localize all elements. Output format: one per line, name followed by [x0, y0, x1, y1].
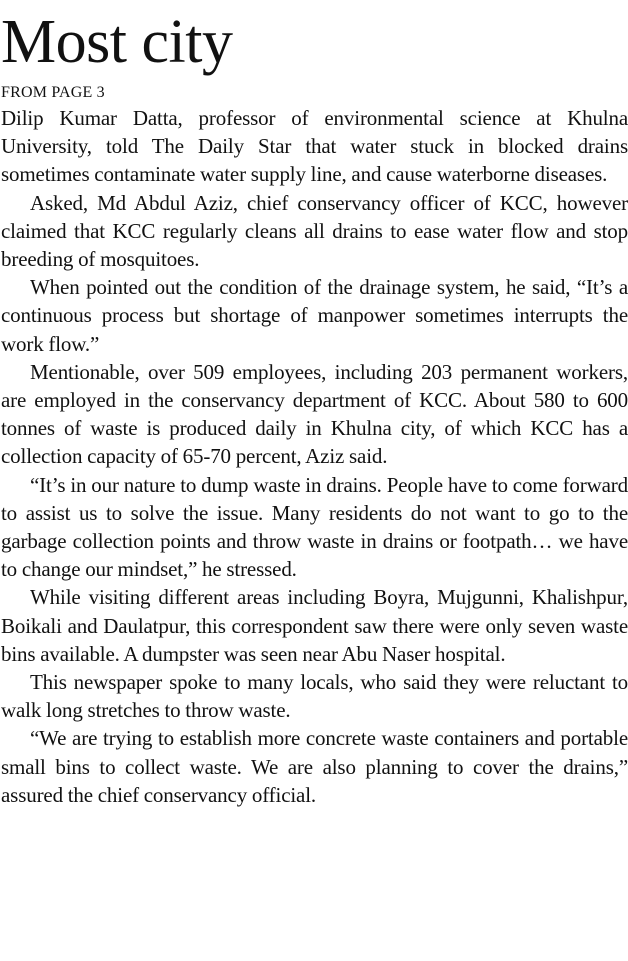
- jump-line: FROM PAGE 3: [1, 84, 105, 101]
- paragraph: “It’s in our nature to dump waste in drains. People have to come forward to assist us to solve the issue. Many residents do not want to go to the garbage collection points and throw waste in drains or footpath… we have to change our mindset,” he stressed.: [1, 472, 628, 582]
- headline: Most city: [1, 8, 233, 76]
- paragraph: Dilip Kumar Datta, professor of environmental science at Khulna University, told The Daily Star that water stuck in blocked drains sometimes contaminate water supply line, and cause waterborne diseases.: [1, 106, 628, 187]
- paragraph: When pointed out the condition of the drainage system, he said, “It’s a continuous process but shortage of manpower sometimes interrupts the work flow.”: [1, 275, 628, 356]
- paragraph: While visiting different areas including Boyra, Mujgunni, Khalishpur, Boikali and Daulatpur, this correspondent saw there were only seven waste bins available. A dumpster was seen near Abu Naser hospital.: [1, 585, 628, 666]
- paragraph: Mentionable, over 509 employees, including 203 permanent workers, are employed in the conservancy department of KCC. About 580 to 600 tonnes of waste is produced daily in Khulna city, of which KCC has a collection capacity of 65-70 percent, Aziz said.: [1, 359, 628, 469]
- paragraph: “We are trying to establish more concrete waste containers and portable small bins to collect waste. We are also planning to cover the drains,” assured the chief conservancy official.: [1, 726, 628, 807]
- paragraph: Asked, Md Abdul Aziz, chief conservancy officer of KCC, however claimed that KCC regularly cleans all drains to ease water flow and stop breeding of mosquitoes.: [1, 190, 628, 272]
- news-article: [1, 0, 628, 809]
- paragraph: This newspaper spoke to many locals, who said they were reluctant to walk long stretches to throw waste.: [1, 670, 628, 723]
- article-body: [1, 104, 628, 809]
